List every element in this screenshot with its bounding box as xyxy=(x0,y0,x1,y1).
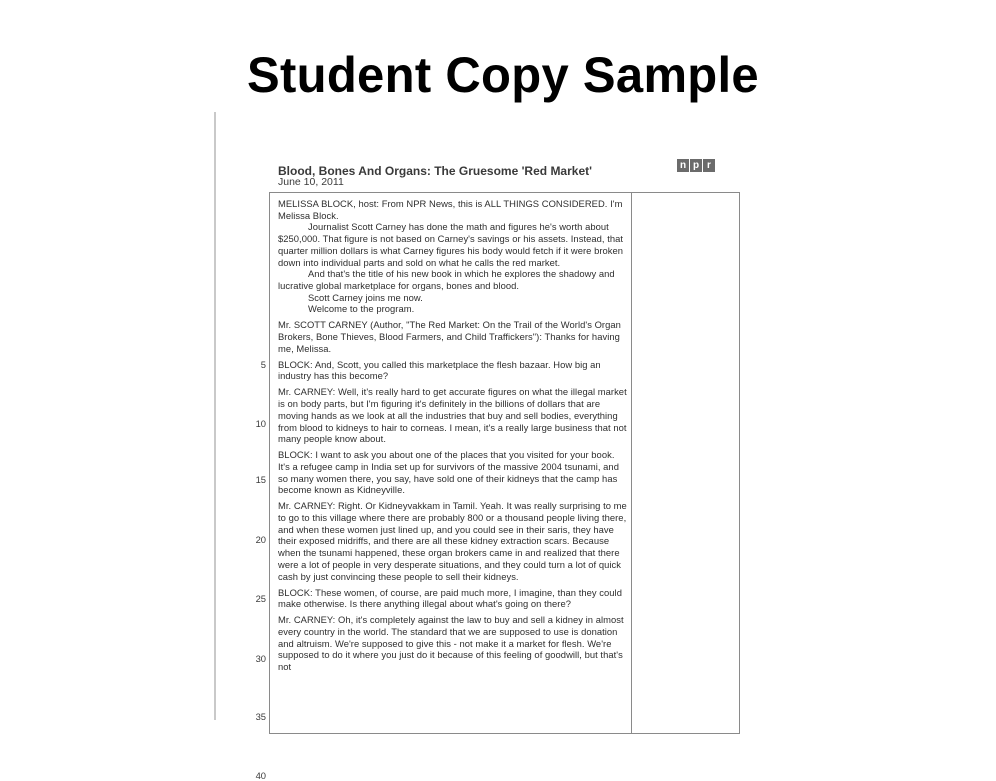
line-number: 35 xyxy=(255,711,266,722)
logo-letter-p: p xyxy=(690,159,702,172)
transcript-paragraph: BLOCK: I want to ask you about one of the places that you visited for your book. It's a refugee camp in India set up for survivors of the massive 2004 tsunami, and so many women there, you say, have sold one of their kidneys that the camp has become known as Kidneyville. xyxy=(278,449,619,496)
line-number: 10 xyxy=(255,418,266,429)
transcript-paragraph: Welcome to the program. xyxy=(308,303,415,315)
logo-letter-r: r xyxy=(703,159,715,172)
logo-letter-n: n xyxy=(677,159,689,172)
line-number: 40 xyxy=(255,770,266,781)
document-date: June 10, 2011 xyxy=(278,176,344,188)
transcript-paragraph: MELISSA BLOCK, host: From NPR News, this is ALL THINGS CONSIDERED. I'm Melissa Block. xyxy=(278,198,623,221)
transcript-paragraph: Mr. SCOTT CARNEY (Author, "The Red Market: On the Trail of the World's Organ Brokers, Bone Thieves, Blood Farmers, and Child Traffickers"): Thanks for having me, Melissa. xyxy=(278,319,621,354)
line-number: 15 xyxy=(255,474,266,485)
slide-title: Student Copy Sample xyxy=(247,47,759,103)
transcript-paragraph: Journalist Scott Carney has done the math and figures he's worth about $250,000. That figure is not based on Carney's savings or his assets. Instead, that quarter million dollars is what Carney figures his body would fetch if it were broken down into individual parts and sold on what he calls the red market. xyxy=(278,221,624,268)
document-title: Blood, Bones And Organs: The Gruesome 'Red Market' xyxy=(278,164,592,178)
transcript-paragraph: BLOCK: And, Scott, you called this marketplace the flesh bazaar. How big an industry has this become? xyxy=(278,358,601,382)
transcript-paragraph: Mr. CARNEY: Well, it's really hard to get accurate figures on what the illegal market is on body parts, but I'm figuring it's definitely in the billions of dollars that are moving hands as we look at all the industries that buy and sell bodies, everything from blood to kidneys to hair to corneas. I mean, it's a really large business that not many people know about. xyxy=(278,386,627,445)
npr-logo xyxy=(677,159,715,174)
transcript-frame xyxy=(269,192,740,734)
line-number: 5 xyxy=(260,359,266,370)
transcript-paragraph: And that's the title of his new book in which he explores the shadowy and lucrative global marketplace for organs, bones and blood. xyxy=(278,268,615,291)
line-number: 30 xyxy=(255,653,266,664)
transcript-paragraph: Mr. CARNEY: Right. Or Kidneyvakkam in Tamil. Yeah. It was really surprising to me to go to this village where there are probably 800 or a thousand people living there, and when these women just lined up, and you could see in their saris, they have their exposed midriffs, and there are all these kidney extraction scars. Because when the tsunami happened, these organ brokers came in and realized that there were a lot of people in very desperate situations, and they could turn a lot of quick cash by just convincing these people to sell their kidneys. xyxy=(278,500,627,582)
notes-column-divider xyxy=(631,193,632,733)
transcript-paragraph: Mr. CARNEY: Oh, it's completely against the law to buy and sell a kidney in almost every country in the world. The standard that we are supposed to use is donation and altruism. We're supposed to give this - not make it a market for flesh. We're supposed to do it where you just do it because of this feeling of goodwill, but that's not xyxy=(278,614,624,673)
line-number: 25 xyxy=(255,593,266,604)
line-number: 20 xyxy=(255,534,266,545)
transcript-paragraph: Scott Carney joins me now. xyxy=(308,291,423,303)
transcript-paragraph: BLOCK: These women, of course, are paid much more, I imagine, than they could make otherwise. Is there anything illegal about what's going on there? xyxy=(278,586,622,610)
scanned-document xyxy=(214,112,764,781)
transcript-body xyxy=(278,198,628,677)
